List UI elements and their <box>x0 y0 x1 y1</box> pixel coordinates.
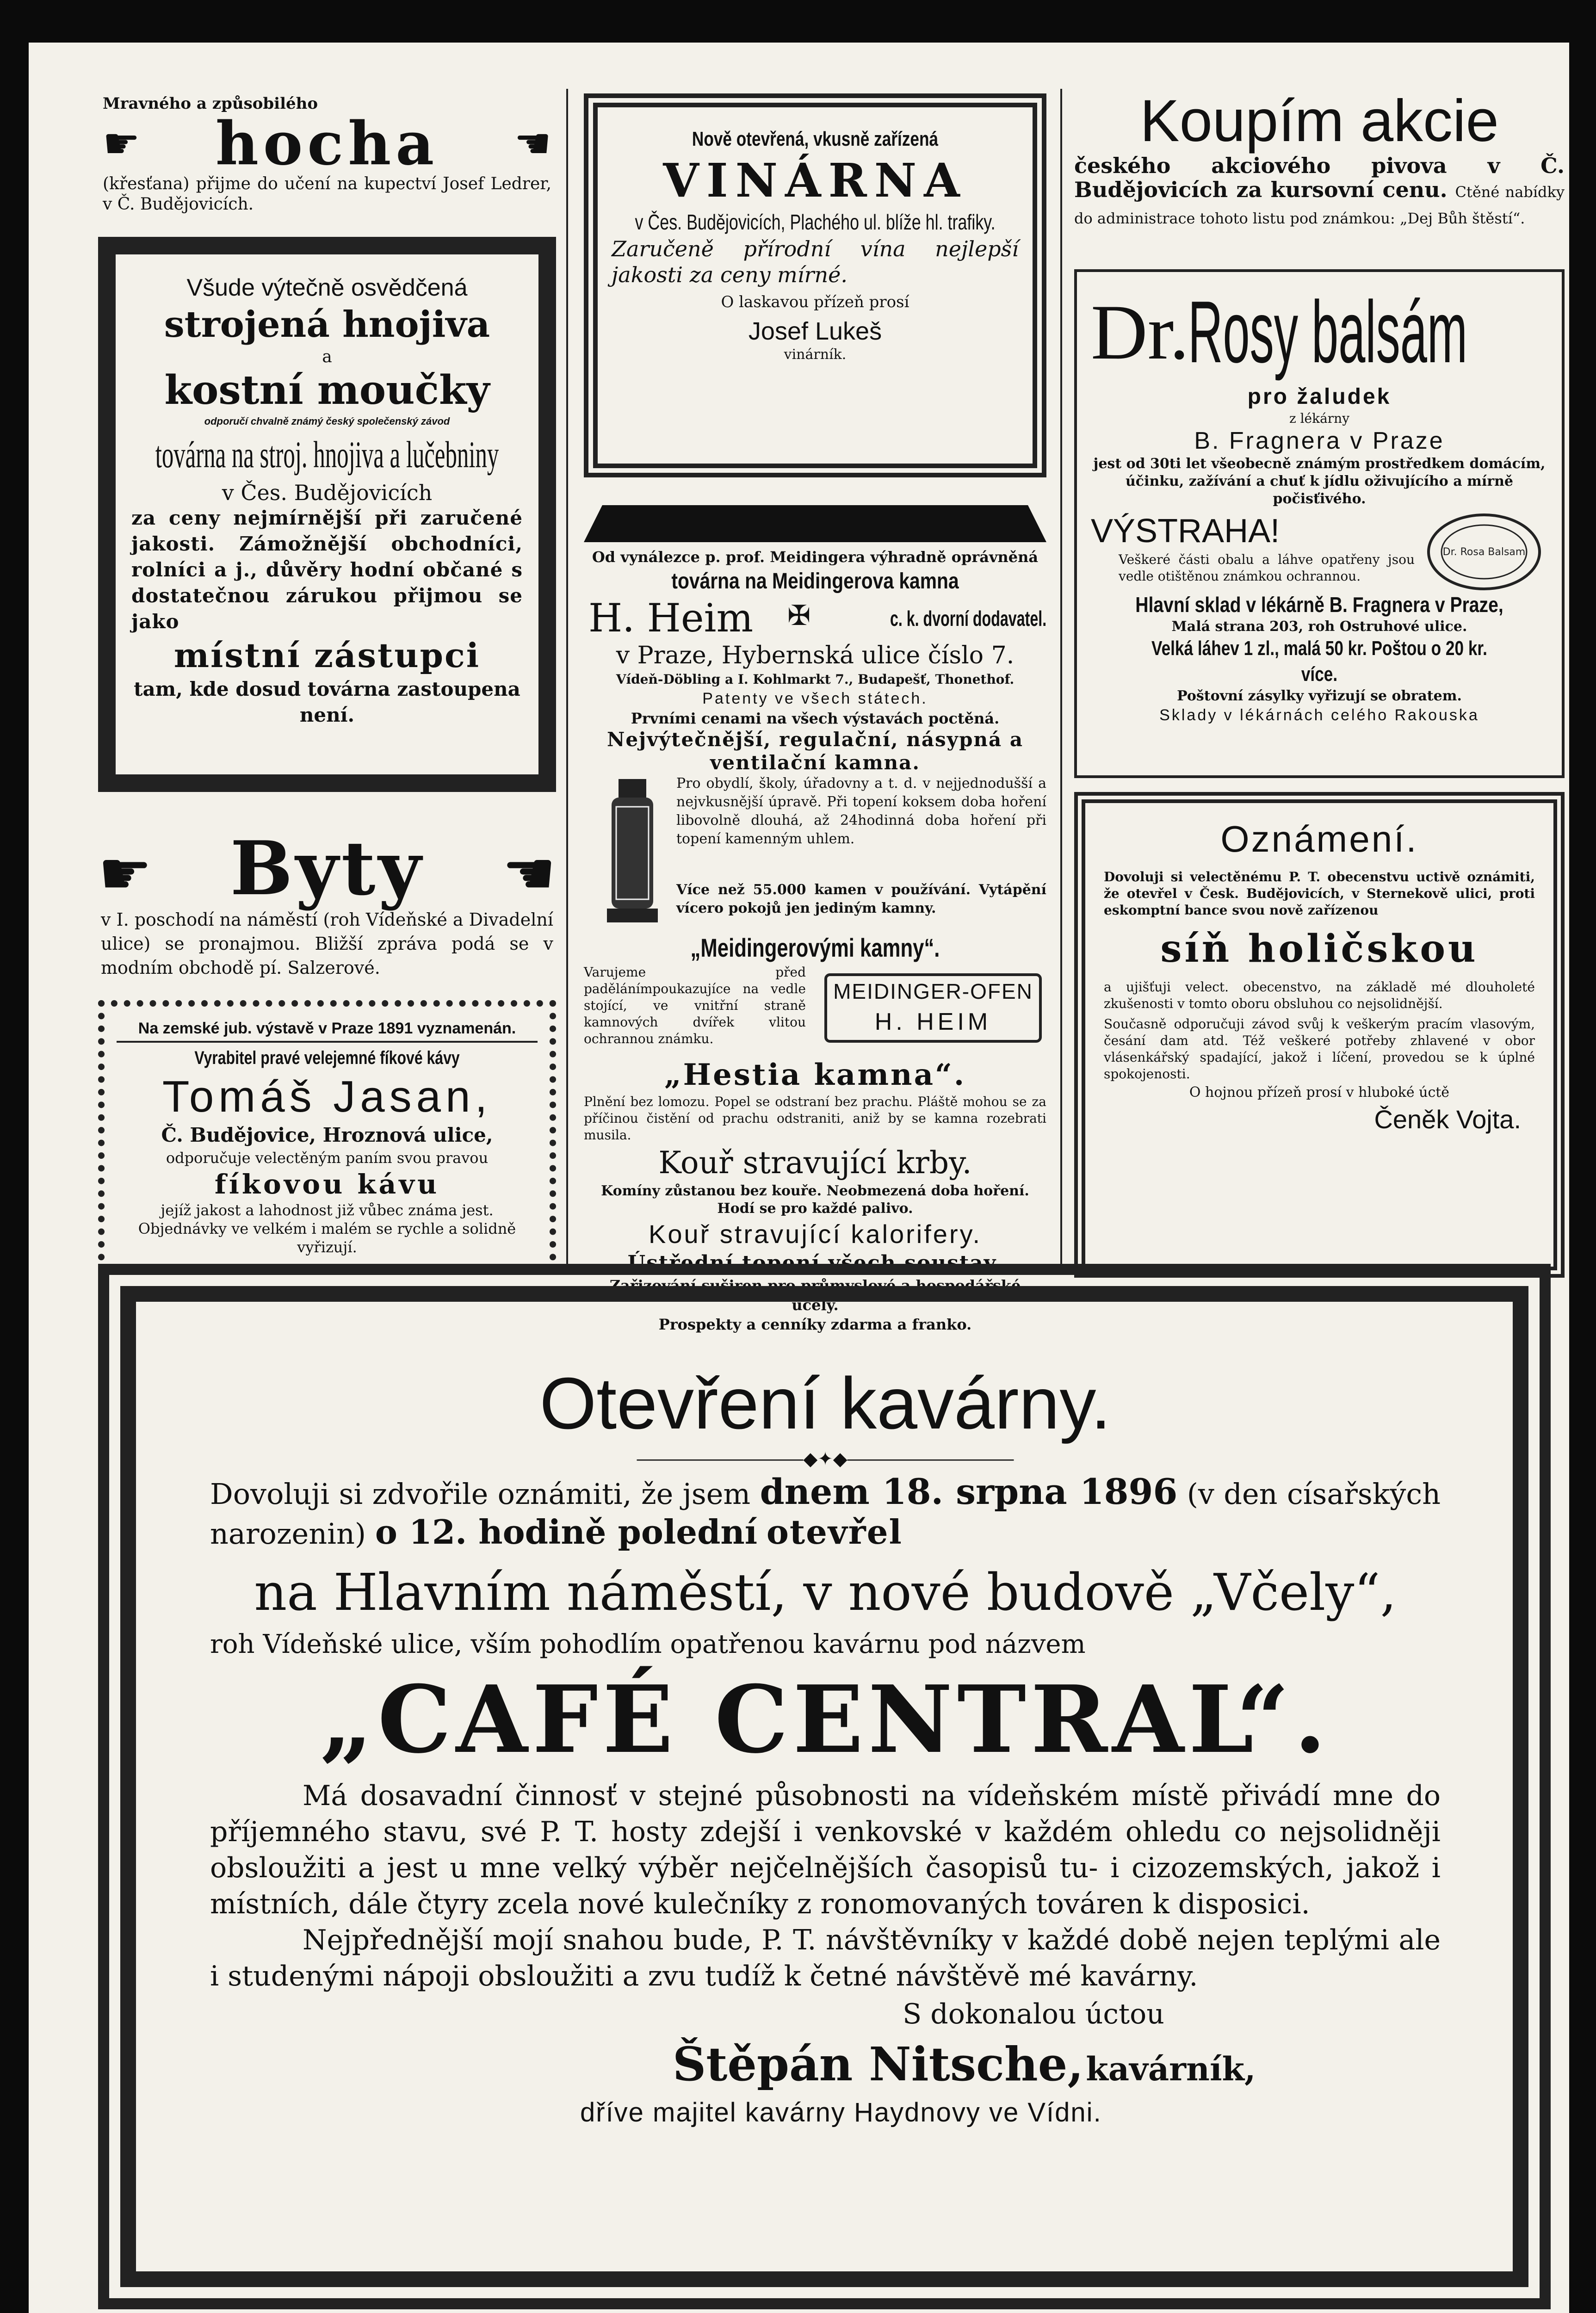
heim-stove-block <box>584 774 1046 932</box>
ad-headline: „Hestia kamna“. <box>664 1058 966 1092</box>
cafe-text: Dovoluji si zdvořile oznámiti, že jsem <box>210 1477 751 1511</box>
cafe-text: Nejpřednější mojí snahou bude, P. T. návštěvníky v každé době nejen teplými ale i studenými nápoji obsloužiti a zvu tudíž k četné návštěvě mé kavárny. <box>210 1924 1441 1992</box>
ornament-divider-icon: ―――――――――◆✦◆――――――――― <box>637 1448 1014 1470</box>
headline-hocha: hocha <box>215 109 439 179</box>
ad-line: Č. Budějovice, Hroznová ulice, <box>161 1124 493 1146</box>
ad-line: Sklady v lékárnách celého Rakouska <box>1159 706 1479 724</box>
ad-text: Komíny zůstanou bez kouře. Neobmezená doba hoření. Hodí se pro každé palivo. <box>601 1183 1029 1217</box>
trademark-plate <box>824 973 1042 1043</box>
ad-line: Všude výtečně osvědčená <box>186 274 468 301</box>
stove-illustration-icon <box>598 779 667 927</box>
ad-headline: strojená hnojiva <box>164 303 490 346</box>
ad-line: B. Fragnera v Praze <box>1194 427 1445 454</box>
ad-line: odporučuje velectěným paním svou pravou <box>166 1149 489 1167</box>
pointing-hand-left-icon: ☚ <box>514 119 551 168</box>
ad-text: tam, kde dosud továrna zastoupena není. <box>134 678 520 726</box>
heim-trademark-block <box>584 964 1046 1057</box>
ad-hocha <box>98 93 556 215</box>
ad-text: Varujeme před padělánímpoukazujíce na vedle stojící, ve vnitřní straně kamnových dvířek vlitou ochrannou známku. <box>584 965 806 1046</box>
supplier-label: c. k. dvorní dodavatel. <box>890 606 1046 631</box>
ad-heim <box>584 547 1046 1334</box>
ad-vojta-frame <box>1074 792 1565 1278</box>
cafe-text: S dokonalou úctou <box>903 1998 1164 2030</box>
ad-line: odporučí chvalně známý český společenský závod <box>204 415 450 427</box>
ad-headline: Oznámení. <box>1220 818 1418 860</box>
ad-text: O hojnou přízeň prosí v hluboké úctě <box>1189 1084 1450 1101</box>
ad-headline: továrna na Meidingerova kamna <box>671 569 959 594</box>
ad-line: O laskavou přízeň prosí <box>721 293 909 311</box>
ad-headline: Tomáš Jasan, <box>162 1072 492 1121</box>
ad-line: pro žaludek <box>1247 384 1392 409</box>
cafe-text: Má dosavadní činnosť v stejné působnosti na vídeňském místě přivádí mne do příjemného stavu, své P. T. hosty zdejší i venkovské v každém ohledu co nejsolidněji obsloužiti a jest u mne velký výběr nejčelnějších časopisů tu- i cizozemských, jakož i místních, dále čtyry zcela nové kulečníky z ronomovaných továren k disposici. <box>210 1780 1441 1920</box>
ad-hnojiva-frame <box>98 237 556 792</box>
ad-line: Nejvýtečnější, regulační, násypná a ventilační kamna. <box>606 728 1024 774</box>
ad-text: Pro obydlí, školy, úřadovny a t. d. v nejjednodušší a nejvkusnější úpravě. Při topení koksem doba hoření libovolně dlouhá, až 24hodinná doba hoření při topení kamenným uhlem. <box>676 775 1046 847</box>
ad-text: Současně odporučuji závod svůj k veškerým pracím vlasovým, česání dam atd. Též veškeré potřeby zhlavené v obor vlásenkářský spadající, jakož i líčení, provedou se k úplné spokojenosti. <box>1104 1016 1535 1082</box>
trademark-line: H. HEIM <box>874 1008 992 1035</box>
ad-line: Zařizování suširen pro průmyslové a hospodářské účely. <box>609 1277 1021 1314</box>
ad-headline: fíkovou kávu <box>214 1169 440 1200</box>
pointing-hand-right-icon: ☛ <box>98 838 152 909</box>
cafe-date: dnem 18. srpna 1896 <box>760 1471 1178 1512</box>
column-divider <box>566 89 568 1268</box>
cafe-opened: otevřel <box>766 1512 903 1552</box>
ad-line: Patenty ve všech státech. <box>702 690 928 707</box>
ad-text: Dovoluji si velectěnému P. T. obecenstvu uctivě oznámiti, že otevřel v Česk. Budějovicích, v Sternekově ulici, proti eskomptní bance svou nově zařízenou <box>1104 869 1535 918</box>
cafe-text: (v den císařských narozenin) <box>210 1477 1441 1551</box>
ad-line: Vyrabitel pravé velejemné fíkové kávy <box>194 1048 460 1068</box>
ad-line: Velká láhev 1 zl., malá 50 kr. Poštou o 20 kr. více. <box>1151 637 1487 686</box>
ad-line: Vídeň-Döbling a I. Kohlmarkt 7., Budapešť, Thonethof. <box>616 672 1015 687</box>
ad-line: Malá strana 203, roh Ostruhové ulice. <box>1171 618 1467 635</box>
ad-line: v Praze, Hybernská ulice číslo 7. <box>616 642 1015 669</box>
ad-jasan-frame <box>98 1000 556 1273</box>
ad-text: jest od 30ti let všeobecně známým prostředkem domácím, účinku, zažívání a chuť k jídlu oživujícího a mírně počisťivého. <box>1093 456 1546 507</box>
ad-headline: Koupím akcie <box>1140 88 1499 154</box>
ad-line: a <box>322 347 332 366</box>
ad-akcie <box>1074 89 1565 230</box>
ad-text: Ctěné nabídky do administrace tohoto listu pod známkou: „Dej Bůh štěstí“. <box>1074 183 1565 227</box>
ad-line: z lékárny <box>1289 411 1350 426</box>
dr-label: Dr. <box>1091 289 1189 376</box>
cafe-content <box>210 1362 1441 2131</box>
ad-line: vinárník. <box>784 346 847 363</box>
cafe-signature: Štěpán Nitsche, <box>673 2037 1084 2091</box>
ad-text: jejíž jakost a lahodnost již vůbec známa jest. Objednávky ve velkém i malém se rychle a solidně vyřizují. <box>138 1201 516 1256</box>
ad-headline: „Meidingerovými kamny“. <box>690 933 940 962</box>
ad-headline: Kouř stravující kalorifery. <box>648 1219 982 1249</box>
ad-byty <box>98 825 556 980</box>
pointing-hand-left-icon: ☚ <box>502 838 556 909</box>
ad-headline: Kouř stravující krby. <box>658 1145 972 1181</box>
ad-headline: kostní moučky <box>164 367 490 414</box>
ad-text: a ujišťuji velect. obecenstvo, na základě mé dlouholeté zkušenosti v tomto oboru obsluhou co nejsolidnější. <box>1104 979 1535 1011</box>
ad-headline: místní zástupci <box>173 636 481 675</box>
ad-line: Na zemské jub. výstavě v Praze 1891 vyznamenán. <box>138 1020 516 1037</box>
ad-headline: Rosy balsám <box>1188 283 1467 381</box>
warning-title: VÝSTRAHA! <box>1091 513 1280 550</box>
ad-text: v I. poschodí na náměstí (roh Vídeňské a Divadelní ulice) se pronajmou. Bližší zpráva podá se v modním obchodě pí. Salzerové. <box>101 909 553 978</box>
rosy-warning-row <box>1091 513 1548 591</box>
rosy-title-row <box>1091 281 1548 383</box>
ad-text: za ceny nejmírnější při zaručené jakosti. Zámožnější obchodníci, rolníci a j., důvěry hodní občané s dostatečnou zárukou přijmou se jako <box>131 507 523 633</box>
pointing-hand-right-icon: ☛ <box>103 119 140 168</box>
ad-headline <box>98 825 556 912</box>
ad-line: Hlavní sklad v lékárně B. Fragnera v Praze, <box>1135 593 1503 617</box>
ad-headline: síň holičskou <box>1160 927 1478 971</box>
ad-line: v Čes. Budějovicích <box>222 480 433 505</box>
ad-headline <box>98 109 556 179</box>
heim-black-banner <box>584 505 1046 542</box>
trademark-line: MEIDINGER-OFEN <box>833 979 1033 1003</box>
ad-line: v Čes. Budějovicích, Plachého ul. blíže hl. trafiky. <box>635 210 996 234</box>
ad-text: Více než 55.000 kamen v používání. Vytápění vícero pokojů jen jediným kamny. <box>676 882 1046 916</box>
trademark-stamp-icon <box>1424 513 1544 591</box>
heim-name-row <box>584 596 1046 640</box>
ad-line: Ústřední topení všech soustav. <box>627 1251 1003 1275</box>
ad-line: Mravného a způsobilého <box>103 94 318 113</box>
column-divider <box>1060 89 1062 1268</box>
ad-text: (křesťana) přijme do učení na kupectví Josef Ledrer, v Č. Budějovicích. <box>103 174 551 214</box>
ad-signature: Josef Lukeš <box>748 317 882 345</box>
cafe-text: dříve majitel kavárny Haydnovy ve Vídni. <box>580 2097 1102 2127</box>
cafe-text: roh Vídeňské ulice, vším pohodlím opatřenou kavárnu pod názvem <box>210 1629 1086 1659</box>
company-name: H. Heim <box>588 595 754 641</box>
ad-rosy-frame <box>1074 269 1565 778</box>
newspaper-page <box>29 43 1569 2313</box>
ad-headline: továrna na stroj. hnojiva a lučebniny <box>155 433 499 476</box>
cafe-time: o 12. hodině polední <box>375 1512 758 1552</box>
stamp-label: Dr. Rosa Balsam <box>1442 546 1526 558</box>
ad-line: Poštovní zásylky vyřizují se obratem. <box>1177 688 1462 704</box>
cafe-title: Otevření kavárny. <box>539 1363 1111 1444</box>
ad-signature: Čeněk Vojta. <box>1374 1105 1521 1134</box>
ad-text: Zaručeně přírodní vína nejlepší jakosti za ceny mírné. <box>612 236 1019 287</box>
ad-line: Od vynálezce p. prof. Meidingera výhradně oprávněná <box>592 548 1039 566</box>
banner-shape <box>584 505 1046 542</box>
warning-text: Veškeré části obalu a láhve opatřeny jsou vedle otištěnou známkou ochrannou. <box>1119 552 1415 584</box>
ad-text: českého akciového pivova v Č. Budějovicích za kursovní cenu. <box>1074 153 1565 202</box>
headline-byty: Byty <box>230 825 424 912</box>
ad-headline: VINÁRNA <box>663 153 967 208</box>
cafe-name: „CAFÉ CENTRAL“. <box>320 1665 1331 1774</box>
ad-line: Prvními cenami na všech výstavách poctěná. <box>631 710 1000 727</box>
cafe-ornament-frame <box>98 1264 1551 2309</box>
eagle-emblem-icon: ✠ <box>787 600 811 632</box>
ad-vinarna-frame <box>584 93 1046 477</box>
cafe-location: na Hlavním náměstí, v nové budově „Včely“, <box>254 1563 1397 1622</box>
ad-line: Prospekty a cenníky zdarma a franko. <box>658 1316 972 1333</box>
cafe-signature-role: kavárník, <box>1086 2050 1256 2088</box>
ad-line: Nově otevřená, vkusně zařízená <box>692 128 939 150</box>
ad-text: Plnění bez lomozu. Popel se odstraní bez prachu. Pláště mohou se za příčinou čistění od prachu odstraniti, aniž by se kamna rozebrati musila. <box>584 1094 1046 1143</box>
